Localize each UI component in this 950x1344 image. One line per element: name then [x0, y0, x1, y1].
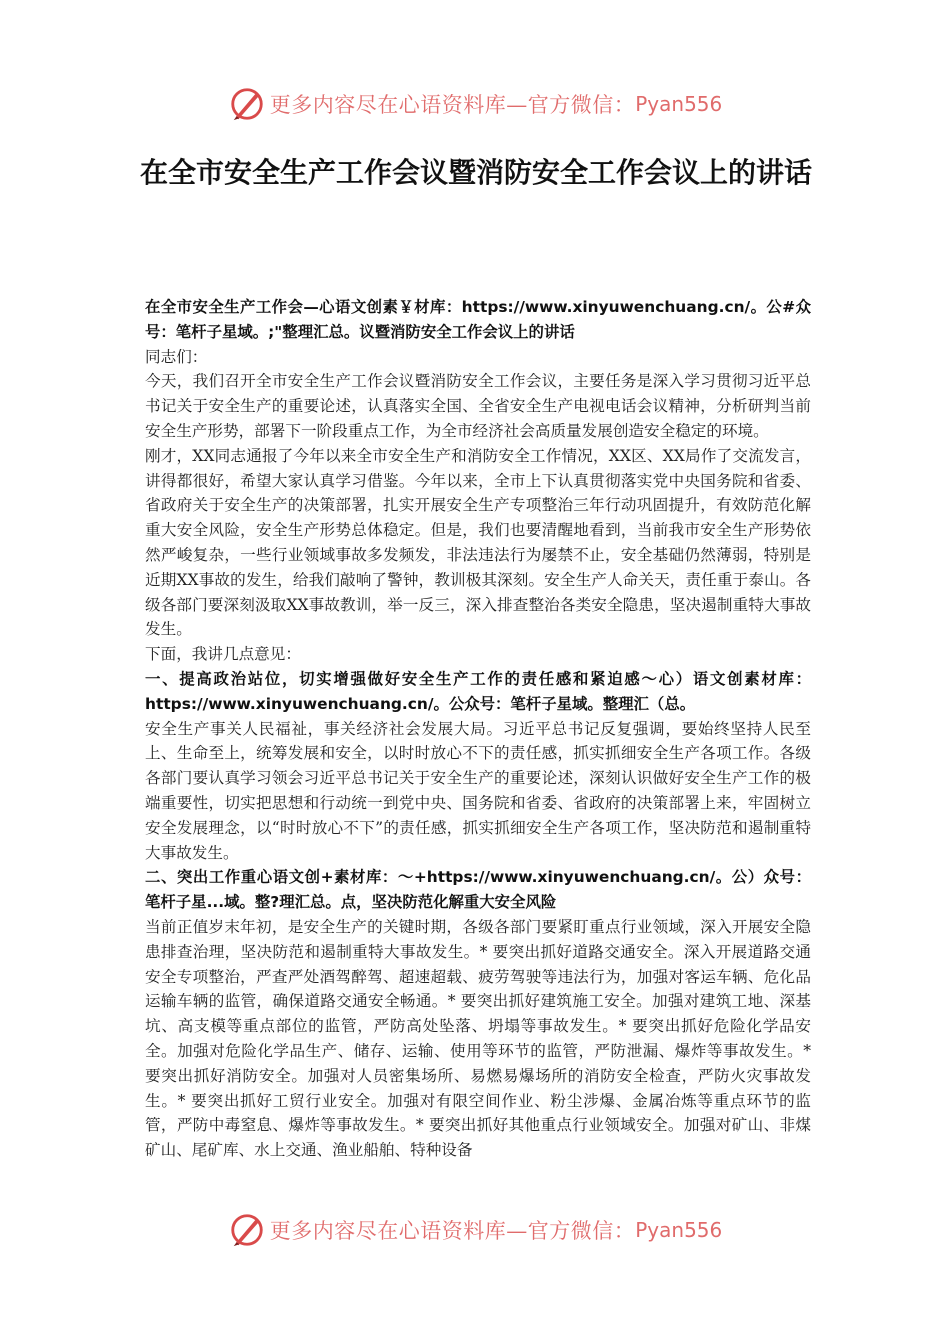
intro-heading: 在全市安全生产工作会—心语文创素￥材库：https://www.xinyuwenchuang.cn/。公#众号：笔杆子星域。;"整理汇总。议暨消防安全工作会议上的讲话 — [145, 298, 811, 341]
body-paragraph: 今天，我们召开全市安全生产工作会议暨消防安全工作会议，主要任务是深入学习贯彻习近平总书记关于安全生产的重要论述，认真落实全国、全省安全生产电视电话会议精神，分析研判当前安全生产形势，部署下一阶段重点工作，为全市经济社会高质量发展创造安全稳定的环境。 — [145, 372, 811, 440]
banner-wechat-id: Pyan556 — [635, 92, 723, 116]
section-heading: 一、提高政治站位，切实增强做好安全生产工作的责任感和紧迫感～心）语文创素材库：https://www.xinyuwenchuang.cn/。公众号：笔杆子星域。整理汇（总。 — [145, 669, 811, 713]
document-body — [145, 295, 811, 1163]
banner-wechat-id: Pyan556 — [635, 1218, 723, 1242]
body-paragraph: 刚才，XX同志通报了今年以来全市安全生产和消防安全工作情况，XX区、XX局作了交流发言，讲得都很好，希望大家认真学习借鉴。今年以来，全市上下认真贯彻落实党中央国务院和省委、省政府关于安全生产的决策部署，扎实开展安全生产专项整治三年行动巩固提升，有效防范化解重大安全风险，安全生产形势总体稳定。但是，我们也要清醒地看到，当前我市安全生产形势依然严峻复杂，一些行业领域事故多发频发，非法违法行为屡禁不止，安全基础仍然薄弱，特别是近期XX事故的发生，给我们敲响了警钟，教训极其深刻。安全生产人命关天，责任重于泰山。各级各部门要深刻汲取XX事故教训，举一反三，深入排查整治各类安全隐患，坚决遏制重特大事故发生。 — [145, 446, 811, 639]
body-paragraph: 当前正值岁末年初，是安全生产的关键时期，各级各部门要紧盯重点行业领域，深入开展安全隐患排查治理，坚决防范和遏制重特大事故发生。* 要突出抓好道路交通安全。深入开展道路交通安全专项整治，严查严处酒驾醉驾、超速超载、疲劳驾驶等违法行为，加强对客运车辆、危化品运输车辆的监管，确保道路交通安全畅通。* 要突出抓好建筑施工安全。加强对建筑工地、深基坑、高支模等重点部位的监管，严防高处坠落、坍塌等事故发生。* 要突出抓好危险化学品安全。加强对危险化学品生产、储存、运输、使用等环节的监管，严防泄漏、爆炸等事故发生。* 要突出抓好消防安全。加强对人员密集场所、易燃易爆场所的消防安全检查，严防火灾事故发生。* 要突出抓好工贸行业安全。加强对有限空间作业、粉尘涉爆、金属冶炼等重点环节的监管，严防中毒窒息、爆炸等事故发生。* 要突出抓好其他重点行业领域安全。加强对矿山、非煤矿山、尾矿库、水上交通、渔业船舶、特种设备 — [145, 917, 811, 1160]
pen-logo-icon — [228, 1211, 266, 1249]
bottom-watermark-banner — [0, 1208, 950, 1252]
section-heading: 二、突出工作重心语文创+素材库：～+https://www.xinyuwenchuang.cn/。公）众号：笔杆子星...域。整?理汇总。点，坚决防范化解重大安全风险 — [145, 868, 811, 912]
pen-logo-icon — [228, 85, 266, 123]
document-title: 在全市安全生产工作会议暨消防安全工作会议上的讲话 — [140, 156, 813, 189]
body-paragraph: 下面，我讲几点意见： — [145, 645, 301, 664]
body-paragraph: 安全生产事关人民福祉，事关经济社会发展大局。习近平总书记反复强调，要始终坚持人民至上、生命至上，统筹发展和安全，以时时放心不下的责任感，抓实抓细安全生产各项工作。各级各部门要认真学习领会习近平总书记关于安全生产的重要论述，深刻认识做好安全生产工作的极端重要性，切实把思想和行动统一到党中央、国务院和省委、省政府的决策部署上来，牢固树立安全发展理念，以“时时放心不下”的责任感，抓实抓细安全生产各项工作，坚决防范和遏制重特大事故发生。 — [145, 719, 811, 862]
salutation: 同志们： — [145, 347, 208, 366]
banner-text: 更多内容尽在心语资料库—官方微信： — [269, 1219, 636, 1243]
banner-text: 更多内容尽在心语资料库—官方微信： — [269, 93, 636, 117]
top-watermark-banner — [0, 82, 950, 126]
